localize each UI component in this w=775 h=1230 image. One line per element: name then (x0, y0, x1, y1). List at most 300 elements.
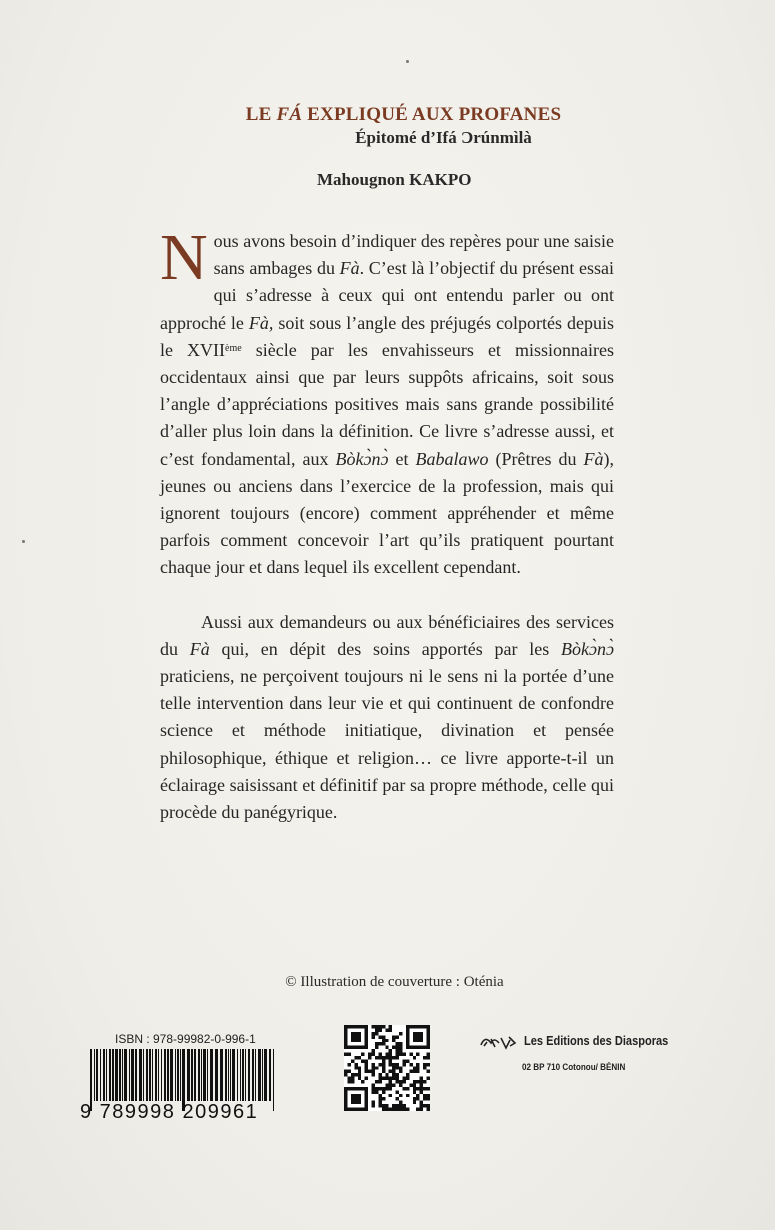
barcode-bar (210, 1049, 213, 1101)
qr-module (423, 1094, 426, 1097)
qr-module (344, 1073, 347, 1076)
qr-module (375, 1090, 378, 1093)
barcode-bar (191, 1049, 193, 1101)
qr-module (399, 1032, 402, 1035)
barcode-bar (129, 1049, 130, 1101)
qr-module (423, 1087, 426, 1090)
qr-module (378, 1042, 381, 1045)
text-run: et (388, 448, 416, 469)
qr-module (375, 1080, 378, 1083)
qr-module (389, 1028, 392, 1031)
barcode-bar (135, 1049, 137, 1101)
qr-module (392, 1104, 395, 1107)
qr-module (385, 1108, 388, 1111)
barcode-bar (149, 1049, 151, 1101)
barcode-bar (194, 1049, 196, 1101)
qr-module (396, 1046, 399, 1049)
qr-module (396, 1063, 399, 1066)
qr-module (382, 1077, 385, 1080)
qr-module (396, 1104, 399, 1107)
qr-module (385, 1104, 388, 1107)
qr-module (389, 1053, 392, 1056)
qr-module (389, 1059, 392, 1062)
qr-module (389, 1087, 392, 1090)
text-run: . C’est là l’objectif du présent essai qui s’adresse à ceux qui ont entendu parler ou ont approché le (160, 258, 614, 333)
barcode-bar (152, 1049, 153, 1101)
italic-term: Fà (339, 258, 360, 279)
barcode-bar (122, 1049, 123, 1101)
qr-module (378, 1053, 381, 1056)
qr-module (399, 1042, 402, 1045)
qr-module (420, 1108, 423, 1111)
qr-module (372, 1066, 375, 1069)
synopsis (160, 221, 614, 826)
qr-module (406, 1077, 409, 1080)
qr-module (413, 1097, 416, 1100)
text-run: Aussi aux demandeurs ou aux bénéficiaires des services du (160, 611, 614, 659)
qr-module (372, 1053, 375, 1056)
qr-module (416, 1094, 419, 1097)
qr-module (427, 1087, 430, 1090)
text-run: praticiens, ne perçoivent toujours ni le sens ni la portée d’une telle intervention dans leur vie et qui continuent de confondre science et méthode initiatique, divination et pensée philosophique, éthique et religion… ce livre apporte-t-il un éclairage saisissant et définitif par sa propre méthode, celle qui procède du panégyrique. (160, 666, 614, 823)
qr-module (416, 1070, 419, 1073)
qr-module (372, 1101, 375, 1104)
barcode-bar (96, 1049, 98, 1101)
qr-module (409, 1070, 412, 1073)
qr-module (420, 1080, 423, 1083)
synopsis-paragraph-1 (160, 221, 614, 582)
qr-module (365, 1077, 368, 1080)
barcode-bar (139, 1049, 142, 1101)
qr-module (378, 1028, 381, 1031)
qr-module (378, 1097, 381, 1100)
qr-module (375, 1046, 378, 1049)
qr-module (378, 1080, 381, 1083)
qr-module (382, 1035, 385, 1038)
qr-module (365, 1066, 368, 1069)
qr-module (423, 1097, 426, 1100)
qr-module (406, 1073, 409, 1076)
italic-term: Fà, (248, 312, 274, 333)
qr-module (402, 1087, 405, 1090)
qr-module (402, 1104, 405, 1107)
qr-module (382, 1104, 385, 1107)
italic-term: Fà (583, 448, 604, 469)
barcode-bar (269, 1049, 271, 1101)
barcode-bar (100, 1049, 101, 1101)
qr-module (354, 1073, 357, 1076)
barcode-bar (198, 1049, 200, 1101)
qr-module (378, 1035, 381, 1038)
barcode-bar (94, 1049, 95, 1101)
qr-module (382, 1097, 385, 1100)
qr-module (402, 1077, 405, 1080)
qr-module (385, 1073, 388, 1076)
qr-module (392, 1046, 395, 1049)
qr-module (392, 1083, 395, 1086)
barcode-bar (228, 1049, 229, 1101)
barcode-bar (155, 1049, 157, 1101)
qr-module (372, 1063, 375, 1066)
qr-module (389, 1080, 392, 1083)
qr-module (372, 1083, 375, 1086)
barcode-bar (201, 1049, 202, 1101)
qr-module (392, 1056, 395, 1059)
qr-module (402, 1059, 405, 1062)
qr-module (361, 1053, 364, 1056)
qr-module (382, 1059, 385, 1062)
qr-module (392, 1073, 395, 1076)
barcode-bar (146, 1049, 148, 1101)
qr-module (347, 1077, 350, 1080)
qr-module (372, 1032, 375, 1035)
italic-term: Fà (189, 638, 210, 659)
barcode-bar (203, 1049, 206, 1101)
qr-module (423, 1104, 426, 1107)
qr-module (392, 1066, 395, 1069)
publisher-logo-icon (479, 1033, 519, 1051)
qr-module (385, 1039, 388, 1042)
synopsis-paragraph-2 (160, 609, 614, 827)
qr-module (368, 1053, 371, 1056)
qr-module (420, 1087, 423, 1090)
qr-module (396, 1077, 399, 1080)
qr-module (427, 1056, 430, 1059)
barcode-bar (164, 1049, 166, 1101)
qr-module (396, 1056, 399, 1059)
speck (22, 540, 25, 543)
qr-module (389, 1049, 392, 1052)
qr-module (372, 1035, 375, 1038)
qr-module (392, 1077, 395, 1080)
qr-module (420, 1077, 423, 1080)
qr-module (416, 1080, 419, 1083)
qr-module (396, 1108, 399, 1111)
qr-module (385, 1028, 388, 1031)
barcode-bar (215, 1049, 218, 1101)
qr-module (396, 1090, 399, 1093)
qr-module (392, 1063, 395, 1066)
qr-module (423, 1066, 426, 1069)
qr-module (413, 1032, 423, 1042)
qr-module (399, 1049, 402, 1052)
qr-module (378, 1077, 381, 1080)
qr-module (351, 1032, 361, 1042)
qr-module (358, 1073, 361, 1076)
qr-module (413, 1080, 416, 1083)
qr-module (416, 1066, 419, 1069)
qr-module (378, 1056, 381, 1059)
barcode-bar (245, 1049, 246, 1101)
qr-module (344, 1053, 347, 1056)
italic-term: Bòkɔ̀nɔ̀ (335, 448, 389, 469)
qr-module (399, 1104, 402, 1107)
barcode-bar (248, 1049, 250, 1101)
qr-module (392, 1070, 395, 1073)
qr-module (385, 1087, 388, 1090)
qr-module (413, 1087, 416, 1090)
barcode-bar (230, 1049, 231, 1101)
qr-module (413, 1066, 416, 1069)
italic-term: Bòkɔ̀nɔ̀ (561, 638, 614, 659)
qr-module (382, 1042, 385, 1045)
qr-module (372, 1087, 375, 1090)
barcode-bar (237, 1049, 238, 1101)
qr-module (368, 1056, 371, 1059)
qr-module (409, 1063, 412, 1066)
qr-module (378, 1063, 381, 1066)
qr-module (427, 1094, 430, 1097)
qr-module (399, 1108, 402, 1111)
qr-module (382, 1070, 385, 1073)
barcode-bar (115, 1049, 118, 1101)
qr-module (358, 1066, 361, 1069)
qr-module (423, 1063, 426, 1066)
isbn-label: ISBN : 978-99982-0-996-1 (115, 1032, 256, 1046)
qr-module (385, 1053, 388, 1056)
publisher-name: Les Editions des Diasporas (524, 1033, 669, 1048)
qr-module (427, 1108, 430, 1111)
qr-module (378, 1087, 381, 1090)
qr-module (413, 1090, 416, 1093)
qr-module (402, 1053, 405, 1056)
text-run: qui, en dépit des soins apportés par les (209, 638, 562, 659)
qr-module (416, 1097, 419, 1100)
barcode-bar (187, 1049, 190, 1101)
qr-module (375, 1056, 378, 1059)
qr-module (382, 1025, 385, 1028)
barcode-bar (175, 1049, 176, 1101)
barcode-bar (106, 1049, 107, 1101)
qr-module (396, 1066, 399, 1069)
qr-module (399, 1083, 402, 1086)
qr-module (427, 1063, 430, 1066)
qr-module (347, 1070, 350, 1073)
qr-module (413, 1056, 416, 1059)
qr-module (344, 1070, 347, 1073)
barcode-bar (252, 1049, 254, 1101)
qr-module (361, 1080, 364, 1083)
qr-module (351, 1094, 361, 1104)
qr-module (361, 1059, 364, 1062)
qr-module (389, 1077, 392, 1080)
drop-cap: N (160, 221, 208, 294)
qr-module (399, 1046, 402, 1049)
qr-module (372, 1049, 375, 1052)
qr-module (382, 1066, 385, 1069)
qr-module (372, 1104, 375, 1107)
barcode-bar (262, 1049, 263, 1101)
qr-module (375, 1025, 378, 1028)
qr-module (399, 1080, 402, 1083)
qr-module (372, 1073, 375, 1076)
barcode-bar (177, 1049, 179, 1101)
qr-module (406, 1059, 409, 1062)
qr-module (351, 1073, 354, 1076)
barcode-bar (119, 1049, 121, 1101)
book-subtitle: Épitomé d’Ifá Ɔrúnmìlà (355, 128, 532, 147)
qr-module (406, 1087, 409, 1090)
qr-module (427, 1053, 430, 1056)
qr-module (402, 1080, 405, 1083)
qr-module (382, 1039, 385, 1042)
qr-module (413, 1070, 416, 1073)
text-run: (Prêtres du (488, 448, 584, 469)
qr-module (351, 1059, 354, 1062)
barcode-bar (180, 1049, 181, 1101)
qr-module (368, 1070, 371, 1073)
qr-module (358, 1077, 361, 1080)
qr-module (413, 1083, 416, 1086)
barcode-digits: 9 789998 209961 (80, 1101, 259, 1123)
barcode-bar (240, 1049, 241, 1101)
qr-module (396, 1097, 399, 1100)
qr-module (378, 1094, 381, 1097)
qr-module (389, 1025, 392, 1028)
qr-module (416, 1063, 419, 1066)
barcode-bar (170, 1049, 173, 1101)
qr-module (423, 1056, 426, 1059)
publisher-address: 02 BP 710 Cotonou/ BÉNIN (522, 1062, 626, 1072)
text-run: ), jeunes ou anciens dans l’exercice de la profession, mais qui ignorent toujours (encore) comment appréhender et même parfois comment concevoir l’art qu’ils pratiquent pourtant chaque jour et dans lequel ils excellent cependant. (160, 448, 614, 578)
qr-module (378, 1073, 381, 1076)
barcode-bar (255, 1049, 256, 1101)
qr-module (347, 1080, 350, 1083)
qr-module (382, 1063, 385, 1066)
barcode-bar (232, 1049, 235, 1101)
qr-module (427, 1097, 430, 1100)
text-run: soit sous l’angle des préjugés colportés depuis le XVII (160, 312, 614, 360)
text-run: ous avons besoin d’indiquer des repères pour une saisie sans ambages du (213, 231, 614, 279)
qr-module (392, 1035, 395, 1038)
qr-module (396, 1053, 399, 1056)
barcode-bar (103, 1049, 105, 1101)
superscript: ème (225, 342, 242, 354)
qr-module (372, 1025, 375, 1028)
qr-module (427, 1070, 430, 1073)
qr-module (423, 1080, 426, 1083)
barcode-bar (109, 1049, 111, 1101)
qr-module (399, 1101, 402, 1104)
qr-module (365, 1059, 368, 1062)
qr-module (354, 1066, 357, 1069)
qr-module (372, 1070, 375, 1073)
qr-module (406, 1094, 409, 1097)
qr-module (420, 1101, 423, 1104)
qr-module (385, 1083, 388, 1086)
qr-module (402, 1063, 405, 1066)
qr-module (351, 1080, 354, 1083)
qr-module (413, 1101, 416, 1104)
qr-module (399, 1066, 402, 1069)
qr-module (378, 1025, 381, 1028)
qr-module (351, 1077, 354, 1080)
qr-module (365, 1063, 368, 1066)
qr-module (382, 1090, 385, 1093)
qr-module (354, 1063, 357, 1066)
qr-module (402, 1108, 405, 1111)
barcode-bar (158, 1049, 159, 1101)
qr-module (347, 1063, 350, 1066)
qr-module (396, 1080, 399, 1083)
qr-module (396, 1049, 399, 1052)
barcode-bar (225, 1049, 227, 1101)
qr-module (409, 1083, 412, 1086)
qr-module (385, 1077, 388, 1080)
qr-module (382, 1087, 385, 1090)
qr-module (354, 1056, 357, 1059)
header (0, 104, 775, 148)
barcode-bar (161, 1049, 162, 1101)
qr-module (358, 1070, 361, 1073)
qr-module (378, 1104, 381, 1107)
qr-module (396, 1042, 399, 1045)
qr-module (392, 1039, 395, 1042)
cover-illustration-credit: © Illustration de couverture : Oténia (285, 974, 504, 990)
qr-code-icon (344, 1025, 430, 1111)
qr-module (427, 1077, 430, 1080)
barcode-bar (167, 1049, 169, 1101)
speck (406, 60, 409, 63)
qr-module (375, 1042, 378, 1045)
qr-module (399, 1070, 402, 1073)
qr-module (389, 1108, 392, 1111)
qr-module (389, 1056, 392, 1059)
qr-module (375, 1087, 378, 1090)
qr-module (392, 1108, 395, 1111)
qr-module (375, 1028, 378, 1031)
qr-module (389, 1063, 392, 1066)
qr-module (396, 1035, 399, 1038)
qr-module (406, 1108, 409, 1111)
barcode-bar (220, 1049, 223, 1101)
qr-module (385, 1046, 388, 1049)
qr-module (416, 1087, 419, 1090)
qr-module (396, 1073, 399, 1076)
qr-module (375, 1032, 378, 1035)
barcode-bar (112, 1049, 114, 1101)
qr-module (372, 1090, 375, 1093)
qr-module (382, 1108, 385, 1111)
barcode-bar (124, 1049, 127, 1101)
qr-module (427, 1104, 430, 1107)
barcode-bar (242, 1049, 244, 1101)
qr-module (347, 1053, 350, 1056)
author-name: Mahougnon KAKPO (317, 170, 472, 189)
qr-module (399, 1094, 402, 1097)
qr-module (416, 1053, 419, 1056)
qr-module (378, 1101, 381, 1104)
qr-module (399, 1053, 402, 1056)
book-title: LE FÁ EXPLIQUÉ AUX PROFANES (245, 104, 562, 125)
barcode-bar (258, 1049, 261, 1101)
qr-module (382, 1056, 385, 1059)
qr-module (420, 1104, 423, 1107)
barcode-bar (143, 1049, 144, 1101)
italic-term: Babalawo (415, 448, 489, 469)
qr-module (358, 1056, 361, 1059)
qr-module (409, 1053, 412, 1056)
qr-module (389, 1070, 392, 1073)
qr-module (375, 1066, 378, 1069)
barcode-bar (131, 1049, 134, 1101)
qr-module (385, 1056, 388, 1059)
qr-module (389, 1094, 392, 1097)
qr-module (420, 1090, 423, 1093)
qr-module (365, 1070, 368, 1073)
barcode-bar (264, 1049, 267, 1101)
qr-module (389, 1083, 392, 1086)
